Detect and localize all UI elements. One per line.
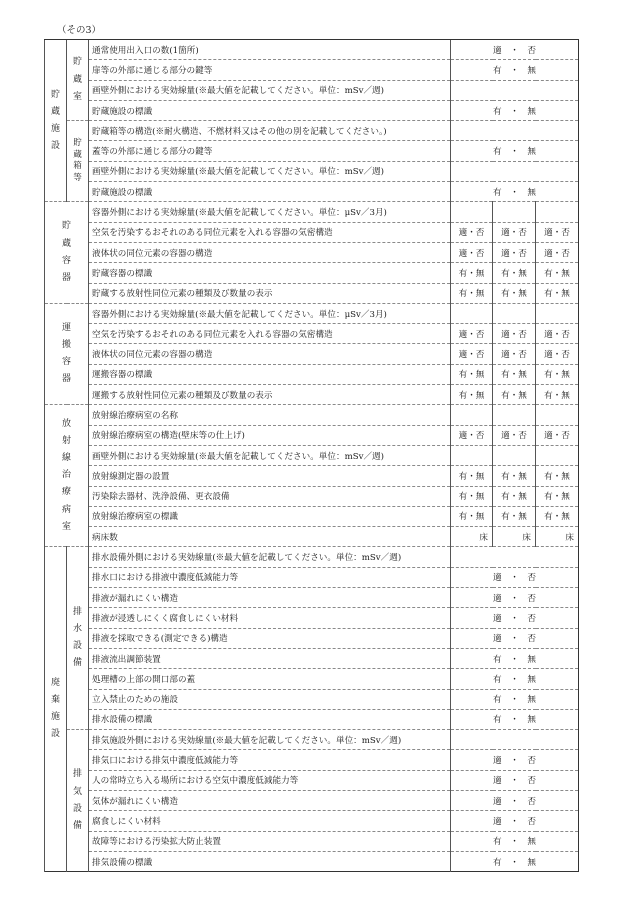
- table-row: [45, 121, 579, 141]
- answer-cell: 有 ・ 無: [451, 141, 579, 161]
- table-row: [45, 445, 579, 465]
- item-label: 容器外側における実効線量(※最大値を記載してください。単位：μSv／3月): [89, 303, 451, 323]
- item-label: 貯蔵施設の標識: [89, 100, 451, 120]
- section-label-transport-container: [45, 303, 89, 404]
- answer-cell: [536, 405, 579, 425]
- section-label-treatment-room: [45, 405, 89, 547]
- table-row: [45, 466, 579, 486]
- item-label: 排水設備外側における実効線量(※最大値を記載してください。単位：mSv／週): [89, 547, 451, 567]
- table-row: [45, 80, 579, 100]
- answer-cell: 有・無: [451, 385, 493, 405]
- item-label: 蓋等の外部に通じる部分の鍵等: [89, 141, 451, 161]
- table-row: [45, 425, 579, 445]
- table-row: [45, 364, 579, 384]
- table-row: [45, 242, 579, 262]
- page-label: （その3）: [57, 25, 102, 36]
- item-label: 貯蔵する放射性同位元素の種類及び数量の表示: [89, 283, 451, 303]
- answer-cell: [451, 80, 579, 100]
- table-row: [45, 283, 579, 303]
- item-label: 運搬する放射性同位元素の種類及び数量の表示: [89, 385, 451, 405]
- item-label: 放射線測定器の設置: [89, 466, 451, 486]
- answer-cell: 有・無: [536, 506, 579, 526]
- table-row: [45, 40, 579, 60]
- table-row: [45, 811, 579, 831]
- answer-cell: 適 ・ 否: [451, 40, 579, 60]
- table-row: [45, 588, 579, 608]
- table-row: [45, 506, 579, 526]
- vertical-label-text: 運搬容器: [61, 322, 71, 385]
- table-row: [45, 161, 579, 181]
- item-label: 排液が漏れにくい構造: [89, 588, 451, 608]
- answer-cell: [451, 161, 579, 181]
- answer-cell: 適 ・ 否: [451, 811, 579, 831]
- answer-cell: [536, 303, 579, 323]
- answer-cell: [451, 405, 493, 425]
- subsection-label-storage-room: [67, 40, 89, 121]
- answer-cell: 適 ・ 否: [451, 608, 579, 628]
- subsection-label-storage-box: [67, 121, 89, 202]
- table-row: [45, 385, 579, 405]
- item-label: 貯蔵容器の標識: [89, 263, 451, 283]
- table-row: [45, 851, 579, 871]
- answer-cell: 有・無: [536, 486, 579, 506]
- answer-cell: 有・無: [493, 486, 536, 506]
- table-row: [45, 100, 579, 120]
- answer-cell: 適 ・ 否: [451, 750, 579, 770]
- answer-cell: 適 ・ 否: [451, 588, 579, 608]
- table-row: [45, 750, 579, 770]
- item-label: 容器外側における実効線量(※最大値を記載してください。単位：μSv／3月): [89, 202, 451, 222]
- item-label: 画壁外側における実効線量(※最大値を記載してください。単位：mSv／週): [89, 161, 451, 181]
- table-row: [45, 222, 579, 242]
- answer-cell: 適・否: [536, 222, 579, 242]
- table-row: [45, 141, 579, 161]
- table-row: [45, 831, 579, 851]
- answer-cell: 有 ・ 無: [451, 669, 579, 689]
- answer-cell: 有・無: [451, 364, 493, 384]
- answer-cell: [451, 303, 493, 323]
- answer-cell: [493, 303, 536, 323]
- section-label-disposal-facility: [45, 547, 67, 872]
- answer-cell: 有・無: [451, 466, 493, 486]
- answer-cell: 適 ・ 否: [451, 628, 579, 648]
- item-label: 液体状の同位元素の容器の構造: [89, 242, 451, 262]
- answer-cell: 有・無: [493, 283, 536, 303]
- vertical-label-text: 貯蔵容器: [61, 221, 71, 283]
- answer-cell: 有・無: [493, 364, 536, 384]
- item-label: 人の常時立ち入る場所における空気中濃度低減能力等: [89, 770, 451, 790]
- answer-cell: 適・否: [451, 324, 493, 344]
- answer-cell: 適・否: [493, 344, 536, 364]
- answer-cell: 適・否: [493, 425, 536, 445]
- answer-cell: 床: [493, 527, 536, 547]
- item-label: 排気設備の標識: [89, 851, 451, 871]
- item-label: 故障等における汚染拡大防止装置: [89, 831, 451, 851]
- table-row: [45, 709, 579, 729]
- item-label: 排気施設外側における実効線量(※最大値を記載してください。単位：mSv／週): [89, 730, 451, 750]
- answer-cell: 有・無: [493, 506, 536, 526]
- item-label: 扉等の外部に通じる部分の鍵等: [89, 60, 451, 80]
- vertical-label-text: 廃棄施設: [50, 678, 60, 740]
- answer-cell: 適・否: [536, 425, 579, 445]
- table-row: [45, 324, 579, 344]
- table-row: [45, 689, 579, 709]
- table-row: [45, 344, 579, 364]
- item-label: 汚染除去器材、洗浄設備、更衣設備: [89, 486, 451, 506]
- answer-cell: 適・否: [536, 324, 579, 344]
- answer-cell: [493, 405, 536, 425]
- table-row: [45, 730, 579, 750]
- answer-cell: 適 ・ 否: [451, 790, 579, 810]
- table-row: [45, 60, 579, 80]
- table-row: [45, 648, 579, 668]
- item-label: 排液を採取できる(測定できる)構造: [89, 628, 451, 648]
- answer-cell: [536, 202, 579, 222]
- table-row: [45, 303, 579, 323]
- item-label: 立入禁止のための施設: [89, 689, 451, 709]
- item-label: 画壁外側における実効線量(※最大値を記載してください。単位：mSv／週): [89, 445, 451, 465]
- item-label: 気体が漏れにくい構造: [89, 790, 451, 810]
- item-label: 放射線治療病室の標識: [89, 506, 451, 526]
- answer-cell: [451, 547, 579, 567]
- answer-cell: 適・否: [493, 242, 536, 262]
- item-label: 放射線治療病室の名称: [89, 405, 451, 425]
- item-label: 処理槽の上部の開口部の蓋: [89, 669, 451, 689]
- vertical-label-text: 貯蔵施設: [50, 89, 60, 151]
- table-row: [45, 669, 579, 689]
- answer-cell: 適・否: [493, 222, 536, 242]
- answer-cell: 有 ・ 無: [451, 100, 579, 120]
- answer-cell: 有 ・ 無: [451, 60, 579, 80]
- table-row: [45, 567, 579, 587]
- vertical-label-text: 貯蔵室: [72, 57, 82, 102]
- answer-cell: [493, 202, 536, 222]
- answer-cell: 床: [536, 527, 579, 547]
- answer-cell: 有・無: [451, 486, 493, 506]
- answer-cell: [493, 445, 536, 465]
- answer-cell: 有・無: [536, 385, 579, 405]
- item-label: 排水口における排液中濃度低減能力等: [89, 567, 451, 587]
- item-label: 病床数: [89, 527, 451, 547]
- answer-cell: 有・無: [536, 283, 579, 303]
- table-row: [45, 527, 579, 547]
- answer-cell: 適・否: [536, 242, 579, 262]
- table-row: [45, 202, 579, 222]
- answer-cell: 有・無: [493, 263, 536, 283]
- answer-cell: 有・無: [451, 506, 493, 526]
- answer-cell: [536, 445, 579, 465]
- table-row: [45, 628, 579, 648]
- table-row: [45, 608, 579, 628]
- answer-cell: 床: [451, 527, 493, 547]
- section-label-storage-facility: [45, 40, 67, 202]
- item-label: 貯蔵施設の標識: [89, 182, 451, 202]
- answer-cell: 適・否: [451, 344, 493, 364]
- answer-cell: 有・無: [536, 364, 579, 384]
- answer-cell: 有・無: [493, 385, 536, 405]
- item-label: 運搬容器の標識: [89, 364, 451, 384]
- answer-cell: 適・否: [451, 242, 493, 262]
- vertical-label-text: 排気設備: [72, 769, 82, 831]
- answer-cell: 有 ・ 無: [451, 689, 579, 709]
- answer-cell: [451, 121, 579, 141]
- table-row: [45, 770, 579, 790]
- answer-cell: 有・無: [451, 283, 493, 303]
- item-label: 排水設備の標識: [89, 709, 451, 729]
- table-row: [45, 790, 579, 810]
- answer-cell: [451, 202, 493, 222]
- vertical-label-text: 放射線治療病室: [61, 419, 71, 532]
- table-row: [45, 486, 579, 506]
- table-row: [45, 182, 579, 202]
- answer-cell: 適・否: [493, 324, 536, 344]
- item-label: 排液が浸透しにくく腐食しにくい材料: [89, 608, 451, 628]
- answer-cell: 適・否: [536, 344, 579, 364]
- vertical-label-text: 貯蔵箱等: [73, 138, 82, 183]
- answer-cell: [451, 445, 493, 465]
- item-label: 空気を汚染するおそれのある同位元素を入れる容器の気密構造: [89, 222, 451, 242]
- table-row: [45, 405, 579, 425]
- answer-cell: 有・無: [493, 466, 536, 486]
- section-label-storage-container: [45, 202, 89, 303]
- answer-cell: 有・無: [451, 263, 493, 283]
- answer-cell: 有 ・ 無: [451, 182, 579, 202]
- answer-cell: 適・否: [451, 425, 493, 445]
- answer-cell: 有 ・ 無: [451, 851, 579, 871]
- inspection-checklist-table: [44, 39, 579, 872]
- item-label: 腐食しにくい材料: [89, 811, 451, 831]
- item-label: 放射線治療病室の構造(壁床等の仕上げ): [89, 425, 451, 445]
- item-label: 排液流出調節装置: [89, 648, 451, 668]
- answer-cell: [451, 730, 579, 750]
- table-row: [45, 263, 579, 283]
- item-label: 貯蔵箱等の構造(※耐火構造、不燃材料又はその他の別を記載してください。): [89, 121, 451, 141]
- answer-cell: 適・否: [451, 222, 493, 242]
- item-label: 排気口における排気中濃度低減能力等: [89, 750, 451, 770]
- answer-cell: 有 ・ 無: [451, 648, 579, 668]
- item-label: 通常使用出入口の数(1箇所): [89, 40, 451, 60]
- answer-cell: 有 ・ 無: [451, 831, 579, 851]
- answer-cell: 有・無: [536, 466, 579, 486]
- answer-cell: 適 ・ 否: [451, 567, 579, 587]
- answer-cell: 適 ・ 否: [451, 770, 579, 790]
- answer-cell: 有・無: [536, 263, 579, 283]
- item-label: 画壁外側における実効線量(※最大値を記載してください。単位：mSv／週): [89, 80, 451, 100]
- answer-cell: 有 ・ 無: [451, 709, 579, 729]
- item-label: 空気を汚染するおそれのある同位元素を入れる容器の気密構造: [89, 324, 451, 344]
- subsection-label-drainage: [67, 547, 89, 730]
- table-row: [45, 547, 579, 567]
- item-label: 液体状の同位元素の容器の構造: [89, 344, 451, 364]
- vertical-label-text: 排水設備: [72, 607, 82, 669]
- subsection-label-exhaust: [67, 730, 89, 872]
